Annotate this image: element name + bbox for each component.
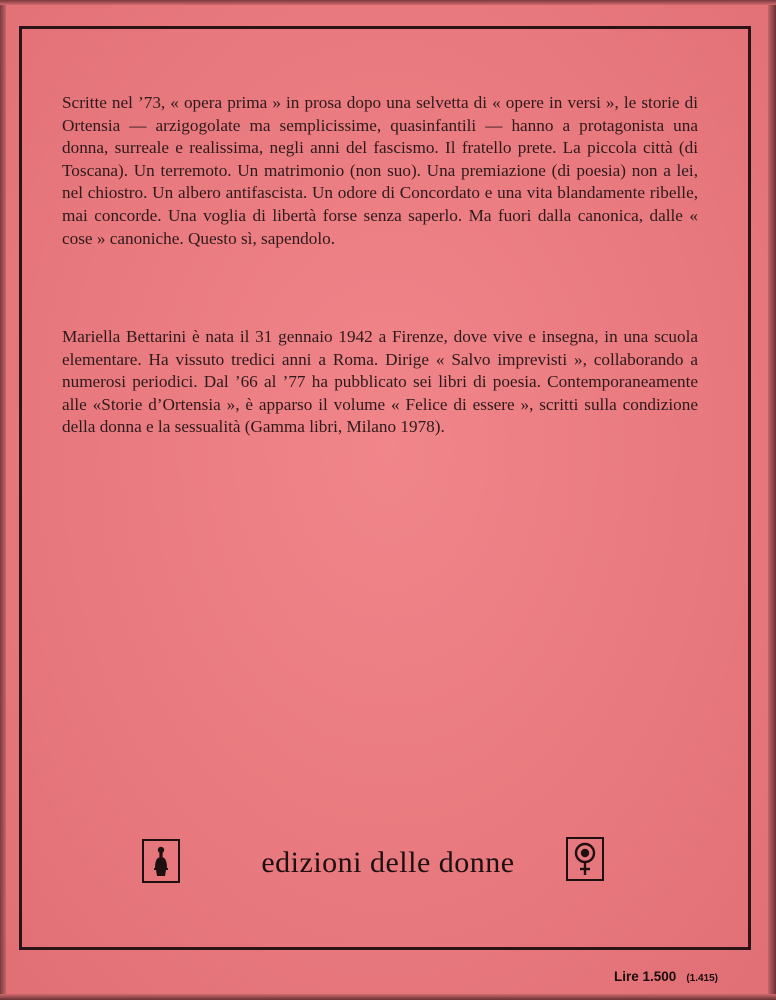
cover-edge-top: [0, 0, 776, 5]
publisher-name: edizioni delle donne: [261, 846, 515, 879]
price-label: [614, 968, 718, 986]
price: Lire 1.500: [614, 969, 677, 984]
cover-edge-bottom: [0, 994, 776, 1000]
blurb-paragraph: Scritte nel ’73, « opera prima » in prosa dopo una selvetta di « opere in versi », le storie di Ortensia — arzigogolate ma semplicissime, quasinfantili — hanno a protagonista una donna, surreale e realissima, negli anni del fascismo. Il fratello prete. La piccola città (di Toscana). Un terremoto. Un matrimonio (non suo). Una premiazione (di poesia) non a lei, nel chiostro. Un albero antifascista. Un odore di Concordato e una vita blandamente ribelle, mai concorde. Una voglia di libertà forse senza saperlo. Ma fuori dalla canonica, dalle « cose » canoniche. Questo sì, sapendolo.: [62, 93, 698, 248]
price-code: (1.415): [686, 973, 718, 984]
venus-symbol-icon: [566, 837, 604, 881]
author-bio-paragraph: Mariella Bettarini è nata il 31 gennaio 1942 a Firenze, dove vive e insegna, in una scuola elementare. Ha vissuto tredici anni a Roma. Dirige « Salvo imprevisti », collaborando a numerosi periodici. Dal ’66 al ’77 ha pubblicato sei libri di poesia. Contemporaneamente alle «Storie d’Ortensia », è apparso il volume « Felice di essere », scritti sulla condizione della donna e la sessualità (Gamma libri, Milano 1978).: [62, 327, 698, 437]
